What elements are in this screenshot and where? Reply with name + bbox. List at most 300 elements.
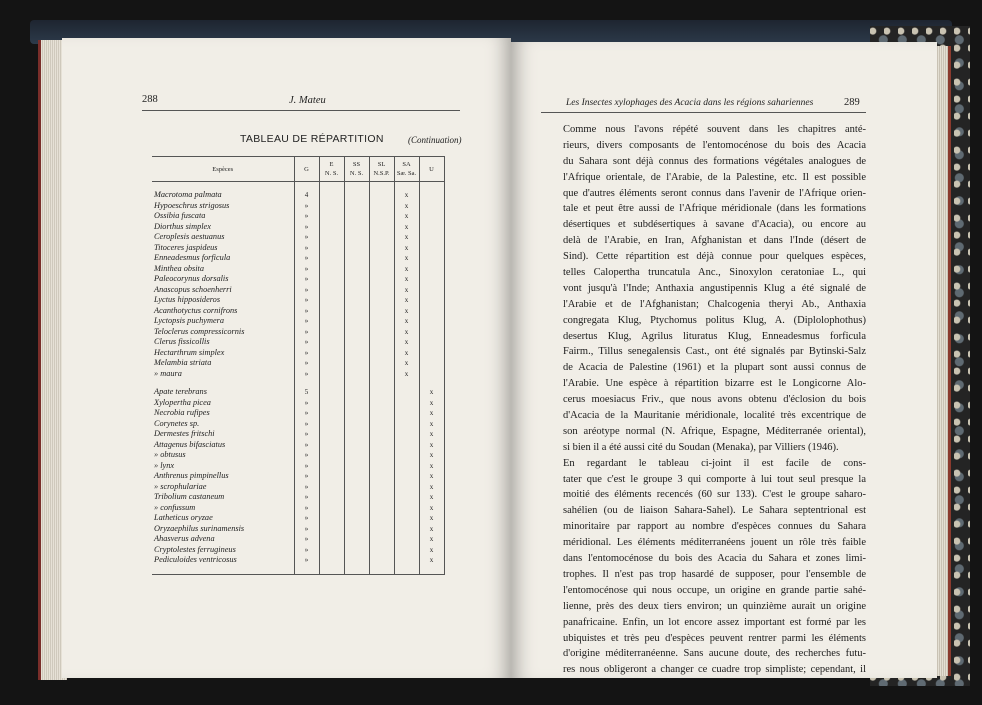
g-cell: » bbox=[294, 419, 319, 430]
g-cell: » bbox=[294, 471, 319, 482]
sl-cell bbox=[369, 348, 394, 359]
ss-cell bbox=[344, 482, 369, 493]
sl-cell bbox=[369, 264, 394, 275]
sl-cell bbox=[369, 306, 394, 317]
u-cell: x bbox=[419, 450, 444, 461]
e-cell bbox=[319, 306, 344, 317]
g-cell: » bbox=[294, 243, 319, 254]
species-cell: » maura bbox=[152, 369, 294, 380]
ss-cell bbox=[344, 232, 369, 243]
sa-cell: x bbox=[394, 274, 419, 285]
species-cell: Oryzaephilus surinamensis bbox=[152, 524, 294, 535]
e-cell bbox=[319, 545, 344, 556]
e-cell bbox=[319, 264, 344, 275]
g-cell: » bbox=[294, 545, 319, 556]
u-cell bbox=[419, 295, 444, 306]
g-cell: » bbox=[294, 348, 319, 359]
table-row bbox=[152, 482, 444, 493]
ss-cell bbox=[344, 222, 369, 233]
species-cell: Melambia striata bbox=[152, 358, 294, 369]
text-line: tale et peut être aussi de l'Afrique méridionale (dans les formations bbox=[563, 203, 866, 215]
ss-cell bbox=[344, 285, 369, 296]
ss-cell bbox=[344, 524, 369, 535]
left-page bbox=[62, 38, 511, 678]
sa-cell bbox=[394, 555, 419, 566]
left-head-rule bbox=[142, 110, 460, 111]
sl-cell bbox=[369, 232, 394, 243]
text-line: que d'autres éléments seront connus dans l'avenir de l'Afrique orien- bbox=[563, 187, 866, 199]
g-cell: » bbox=[294, 503, 319, 514]
col-header-sa: SA Sæ. Sa. bbox=[394, 157, 419, 182]
ss-cell bbox=[344, 369, 369, 380]
g-cell: » bbox=[294, 358, 319, 369]
ss-cell bbox=[344, 316, 369, 327]
table-row bbox=[152, 419, 444, 430]
species-cell: Hypoeschrus strigosus bbox=[152, 201, 294, 212]
sl-cell bbox=[369, 555, 394, 566]
g-cell: » bbox=[294, 440, 319, 451]
sa-cell bbox=[394, 429, 419, 440]
sa-cell: x bbox=[394, 316, 419, 327]
sl-cell bbox=[369, 211, 394, 222]
text-line: dans l'entomocénose du bois des Acacia du Sahara et zones limi- bbox=[563, 553, 866, 565]
sa-cell: x bbox=[394, 201, 419, 212]
sl-cell bbox=[369, 369, 394, 380]
u-cell: x bbox=[419, 440, 444, 451]
table-row bbox=[152, 327, 444, 338]
sa-cell bbox=[394, 524, 419, 535]
table-row bbox=[152, 398, 444, 409]
e-cell bbox=[319, 461, 344, 472]
table-row bbox=[152, 524, 444, 535]
sl-cell bbox=[369, 545, 394, 556]
g-cell: » bbox=[294, 264, 319, 275]
ss-cell bbox=[344, 471, 369, 482]
sa-cell: x bbox=[394, 306, 419, 317]
e-cell bbox=[319, 534, 344, 545]
table-row bbox=[152, 358, 444, 369]
g-cell: » bbox=[294, 524, 319, 535]
sa-cell: x bbox=[394, 264, 419, 275]
sl-cell bbox=[369, 503, 394, 514]
u-cell: x bbox=[419, 492, 444, 503]
sl-cell bbox=[369, 358, 394, 369]
e-cell bbox=[319, 232, 344, 243]
sa-cell: x bbox=[394, 222, 419, 233]
sl-cell bbox=[369, 327, 394, 338]
text-line: sahélien (ou de liaison Sahara-Sahel). Le Sahara septentrional est bbox=[563, 505, 866, 517]
u-cell bbox=[419, 348, 444, 359]
ss-cell bbox=[344, 503, 369, 514]
u-cell: x bbox=[419, 503, 444, 514]
u-cell: x bbox=[419, 482, 444, 493]
u-cell bbox=[419, 243, 444, 254]
sa-cell bbox=[394, 492, 419, 503]
e-cell bbox=[319, 348, 344, 359]
e-cell bbox=[319, 482, 344, 493]
g-cell: » bbox=[294, 316, 319, 327]
sa-cell: x bbox=[394, 190, 419, 201]
u-cell: x bbox=[419, 471, 444, 482]
ss-cell bbox=[344, 440, 369, 451]
sa-cell: x bbox=[394, 295, 419, 306]
species-cell: Ahasverus advena bbox=[152, 534, 294, 545]
ss-cell bbox=[344, 419, 369, 430]
text-line: congregata Klug, Ptychomus politus Klug, A. (Diplolophothus) bbox=[563, 314, 866, 326]
text-line: panafricaine. Enfin, un lot encore assez important est formé par les bbox=[563, 616, 866, 628]
ss-cell bbox=[344, 534, 369, 545]
species-cell: Necrobia rufipes bbox=[152, 408, 294, 419]
species-cell: Anthrenus pimpinellus bbox=[152, 471, 294, 482]
ss-cell bbox=[344, 295, 369, 306]
table-row bbox=[152, 369, 444, 380]
text-line: moitié des éléments recencés (60 sur 133). C'est le groupe saharo- bbox=[563, 489, 866, 501]
table-row bbox=[152, 222, 444, 233]
text-line: res nous obligeront a changer ce cuadre trop simpliste; cependant, il bbox=[563, 664, 866, 676]
left-running-head: J. Mateu bbox=[289, 95, 326, 106]
sa-cell: x bbox=[394, 369, 419, 380]
e-cell bbox=[319, 211, 344, 222]
g-cell: » bbox=[294, 534, 319, 545]
u-cell bbox=[419, 264, 444, 275]
g-cell: » bbox=[294, 513, 319, 524]
ss-cell bbox=[344, 264, 369, 275]
ss-cell bbox=[344, 429, 369, 440]
u-cell: x bbox=[419, 387, 444, 398]
u-cell: x bbox=[419, 408, 444, 419]
sl-cell bbox=[369, 337, 394, 348]
u-cell: x bbox=[419, 534, 444, 545]
table-title: TABLEAU DE RÉPARTITION bbox=[240, 133, 384, 145]
sa-cell bbox=[394, 408, 419, 419]
text-line: méridional. Les éléments méditerranéens jouent un rôle très faible bbox=[563, 537, 866, 549]
e-cell bbox=[319, 419, 344, 430]
ss-cell bbox=[344, 450, 369, 461]
e-cell bbox=[319, 253, 344, 264]
sa-cell: x bbox=[394, 348, 419, 359]
ss-cell bbox=[344, 201, 369, 212]
table-row bbox=[152, 190, 444, 201]
right-page bbox=[511, 42, 937, 678]
table-row bbox=[152, 348, 444, 359]
body-text bbox=[541, 122, 866, 678]
u-cell: x bbox=[419, 419, 444, 430]
species-cell: » lynx bbox=[152, 461, 294, 472]
u-cell bbox=[419, 274, 444, 285]
u-cell: x bbox=[419, 524, 444, 535]
u-cell bbox=[419, 306, 444, 317]
ss-cell bbox=[344, 398, 369, 409]
sa-cell bbox=[394, 387, 419, 398]
ss-cell bbox=[344, 408, 369, 419]
u-cell: x bbox=[419, 555, 444, 566]
text-line: Sind). Cette répartition est déjà connue pour quelques espèces, bbox=[563, 251, 866, 263]
species-cell: Hectarthrum simplex bbox=[152, 348, 294, 359]
text-line: si bien il a été aussi cité du Soudan (Menaka), par Villiers (1946). bbox=[563, 441, 839, 453]
species-cell: Diorthus simplex bbox=[152, 222, 294, 233]
ss-cell bbox=[344, 555, 369, 566]
u-cell bbox=[419, 358, 444, 369]
sl-cell bbox=[369, 222, 394, 233]
sl-cell bbox=[369, 461, 394, 472]
g-cell: » bbox=[294, 201, 319, 212]
ss-cell bbox=[344, 243, 369, 254]
g-cell: » bbox=[294, 306, 319, 317]
text-line: vont jusqu'à l'Inde; Anthaxia angustipennis Klug a été signalé de bbox=[563, 282, 866, 294]
table-row bbox=[152, 243, 444, 254]
sa-cell bbox=[394, 482, 419, 493]
col-header-e: E N. S. bbox=[319, 157, 344, 182]
table-row bbox=[152, 387, 444, 398]
species-cell: » obtusus bbox=[152, 450, 294, 461]
u-cell: x bbox=[419, 545, 444, 556]
ss-cell bbox=[344, 274, 369, 285]
e-cell bbox=[319, 492, 344, 503]
text-line: l'entomocénose qui nous occupe, un origine en grande partie sahé- bbox=[563, 584, 866, 596]
g-cell: » bbox=[294, 482, 319, 493]
u-cell bbox=[419, 232, 444, 243]
g-cell: » bbox=[294, 408, 319, 419]
e-cell bbox=[319, 243, 344, 254]
species-cell: Cryptolestes ferrugineus bbox=[152, 545, 294, 556]
sl-cell bbox=[369, 253, 394, 264]
sl-cell bbox=[369, 440, 394, 451]
text-line: cerus moesiacus Friv., que nous avons obtenu d'éclosion du bois bbox=[563, 394, 866, 406]
text-line: son aréotype normal (N. Afrique, Espagne, Méditerranée oriental), bbox=[563, 425, 866, 437]
e-cell bbox=[319, 316, 344, 327]
species-cell: Apate terebrans bbox=[152, 387, 294, 398]
sa-cell bbox=[394, 503, 419, 514]
sl-cell bbox=[369, 398, 394, 409]
sl-cell bbox=[369, 450, 394, 461]
table-row bbox=[152, 306, 444, 317]
e-cell bbox=[319, 295, 344, 306]
sa-cell bbox=[394, 534, 419, 545]
u-cell: x bbox=[419, 513, 444, 524]
e-cell bbox=[319, 369, 344, 380]
text-line: l'Arabie et de l'Afghanistan; Chalcogenia theryi Ab., Anthaxia bbox=[563, 298, 866, 310]
sl-cell bbox=[369, 534, 394, 545]
text-line: l'Afrique orientale, de l'Arabie, de la Palestine, etc. Il est possible bbox=[563, 171, 866, 183]
table-row bbox=[152, 450, 444, 461]
sa-cell bbox=[394, 419, 419, 430]
e-cell bbox=[319, 503, 344, 514]
ss-cell bbox=[344, 253, 369, 264]
ss-cell bbox=[344, 492, 369, 503]
sa-cell: x bbox=[394, 285, 419, 296]
sl-cell bbox=[369, 316, 394, 327]
table-row bbox=[152, 253, 444, 264]
sl-cell bbox=[369, 482, 394, 493]
sl-cell bbox=[369, 429, 394, 440]
table-continuation: (Continuation) bbox=[408, 135, 462, 145]
ss-cell bbox=[344, 211, 369, 222]
text-line: lienne, près des deux tiers environ; un quinzième aurait un origine bbox=[563, 600, 866, 612]
species-cell: Dermestes fritschi bbox=[152, 429, 294, 440]
text-line: rieurs, divers composants de l'entomocénose du bois des Acacia bbox=[563, 139, 866, 151]
table-row bbox=[152, 295, 444, 306]
table-row bbox=[152, 503, 444, 514]
species-cell: Anascopus schoenherri bbox=[152, 285, 294, 296]
g-cell: » bbox=[294, 222, 319, 233]
sa-cell bbox=[394, 440, 419, 451]
species-cell: Attagenus bifasciatus bbox=[152, 440, 294, 451]
sl-cell bbox=[369, 492, 394, 503]
species-cell: Macrotoma palmata bbox=[152, 190, 294, 201]
sa-cell: x bbox=[394, 211, 419, 222]
sl-cell bbox=[369, 201, 394, 212]
sl-cell bbox=[369, 419, 394, 430]
paragraph-2 bbox=[541, 456, 866, 678]
g-cell: » bbox=[294, 211, 319, 222]
col-header-u: U bbox=[419, 157, 444, 182]
ss-cell bbox=[344, 306, 369, 317]
table-row bbox=[152, 274, 444, 285]
sa-cell bbox=[394, 461, 419, 472]
sl-cell bbox=[369, 190, 394, 201]
species-cell: Lyctopsis puchymera bbox=[152, 316, 294, 327]
table-row bbox=[152, 534, 444, 545]
table-header-row bbox=[152, 157, 444, 182]
species-cell: Tribolium castaneum bbox=[152, 492, 294, 503]
u-cell bbox=[419, 201, 444, 212]
g-cell: » bbox=[294, 253, 319, 264]
e-cell bbox=[319, 387, 344, 398]
ss-cell bbox=[344, 348, 369, 359]
sl-cell bbox=[369, 295, 394, 306]
ss-cell bbox=[344, 327, 369, 338]
u-cell bbox=[419, 337, 444, 348]
g-cell: » bbox=[294, 274, 319, 285]
sa-cell bbox=[394, 545, 419, 556]
sa-cell: x bbox=[394, 253, 419, 264]
table-row bbox=[152, 316, 444, 327]
g-cell: » bbox=[294, 295, 319, 306]
u-cell: x bbox=[419, 429, 444, 440]
species-cell: Pediculoides ventricosus bbox=[152, 555, 294, 566]
table-row bbox=[152, 545, 444, 556]
text-line: d'origine méditerranéenne. Sans aucune doute, des recherches futu- bbox=[563, 648, 866, 660]
ss-cell bbox=[344, 513, 369, 524]
sl-cell bbox=[369, 387, 394, 398]
distribution-table bbox=[152, 156, 445, 575]
table-row bbox=[152, 492, 444, 503]
u-cell bbox=[419, 327, 444, 338]
text-line: telles Calopertha truncatula Anc., Sinoxylon ceratoniae L., qui bbox=[563, 267, 866, 279]
table-row bbox=[152, 201, 444, 212]
sa-cell bbox=[394, 513, 419, 524]
g-cell: » bbox=[294, 285, 319, 296]
sl-cell bbox=[369, 471, 394, 482]
text-line: delà de l'Arabie, en Iran, Afghanistan et dans l'Inde (désert de bbox=[563, 235, 866, 247]
text-line: minoritaire par rapport au nombre d'espèces connues du Sahara bbox=[563, 521, 866, 533]
g-cell: » bbox=[294, 461, 319, 472]
g-cell: » bbox=[294, 337, 319, 348]
e-cell bbox=[319, 513, 344, 524]
table-row bbox=[152, 232, 444, 243]
table-row bbox=[152, 408, 444, 419]
g-cell: » bbox=[294, 450, 319, 461]
right-running-head: Les Insectes xylophages des Acacia dans les régions sahariennes bbox=[566, 98, 814, 108]
table-row bbox=[152, 471, 444, 482]
table-row bbox=[152, 211, 444, 222]
species-cell: Ceroplesis aestuanus bbox=[152, 232, 294, 243]
text-line: trophes. Il n'est pas trop hasardé de supposer, pour l'ensemble de bbox=[563, 568, 866, 580]
e-cell bbox=[319, 408, 344, 419]
g-cell: 4 bbox=[294, 190, 319, 201]
table-row bbox=[152, 461, 444, 472]
text-line: de Acacia de Palestine (1961) et la plupart sont aussi connus de bbox=[563, 362, 866, 374]
species-cell: Clerus fissicollis bbox=[152, 337, 294, 348]
sa-cell: x bbox=[394, 337, 419, 348]
text-line: desertus Klug, Agrilus lituratus Klug, Enneadesmus forficula bbox=[563, 330, 866, 342]
sa-cell bbox=[394, 471, 419, 482]
col-header-species: Espèces bbox=[152, 157, 294, 182]
species-cell: Ossibia fuscata bbox=[152, 211, 294, 222]
u-cell bbox=[419, 190, 444, 201]
species-cell: Teloclerus compressicornis bbox=[152, 327, 294, 338]
e-cell bbox=[319, 440, 344, 451]
e-cell bbox=[319, 358, 344, 369]
e-cell bbox=[319, 201, 344, 212]
text-line: Comme nous l'avons répété souvent dans les chapitres anté- bbox=[563, 124, 866, 135]
table-row bbox=[152, 337, 444, 348]
species-cell: Minthea obsita bbox=[152, 264, 294, 275]
text-line: En regardant le tableau ci-joint il est facile de cons- bbox=[563, 457, 866, 469]
g-cell: » bbox=[294, 429, 319, 440]
g-cell: » bbox=[294, 369, 319, 380]
sl-cell bbox=[369, 243, 394, 254]
u-cell: x bbox=[419, 398, 444, 409]
left-folio: 288 bbox=[142, 94, 158, 105]
e-cell bbox=[319, 327, 344, 338]
table-row bbox=[152, 429, 444, 440]
text-line: du Sahara sont déjà connus des formations végétales analogues de bbox=[563, 155, 866, 167]
u-cell bbox=[419, 211, 444, 222]
g-cell: 5 bbox=[294, 387, 319, 398]
ss-cell bbox=[344, 461, 369, 472]
ss-cell bbox=[344, 545, 369, 556]
u-cell bbox=[419, 222, 444, 233]
sa-cell: x bbox=[394, 243, 419, 254]
sl-cell bbox=[369, 513, 394, 524]
sl-cell bbox=[369, 524, 394, 535]
species-cell: Acanthotyctus cornifrons bbox=[152, 306, 294, 317]
right-head-rule bbox=[541, 112, 866, 113]
e-cell bbox=[319, 285, 344, 296]
e-cell bbox=[319, 398, 344, 409]
text-line: l'Arabie. Une espèce à répartition bizarre est le Longicorne Alo- bbox=[563, 378, 866, 390]
species-cell: Corynetes sp. bbox=[152, 419, 294, 430]
species-cell: Xylopertha picea bbox=[152, 398, 294, 409]
species-cell: » confussum bbox=[152, 503, 294, 514]
u-cell bbox=[419, 253, 444, 264]
g-cell: » bbox=[294, 327, 319, 338]
paragraph-1 bbox=[541, 122, 866, 456]
sl-cell bbox=[369, 408, 394, 419]
e-cell bbox=[319, 190, 344, 201]
g-cell: » bbox=[294, 398, 319, 409]
g-cell: » bbox=[294, 555, 319, 566]
species-cell: Lyctus hipposideros bbox=[152, 295, 294, 306]
sl-cell bbox=[369, 274, 394, 285]
species-cell: Titoceres jaspideus bbox=[152, 243, 294, 254]
e-cell bbox=[319, 429, 344, 440]
sa-cell: x bbox=[394, 232, 419, 243]
text-line: tater que c'est le groupe 3 qui comporte à lui tout seul presque la bbox=[563, 473, 866, 485]
sl-cell bbox=[369, 285, 394, 296]
text-line: d'Acacia de la Mauritanie méridionale, localité très excentrique de bbox=[563, 410, 866, 422]
